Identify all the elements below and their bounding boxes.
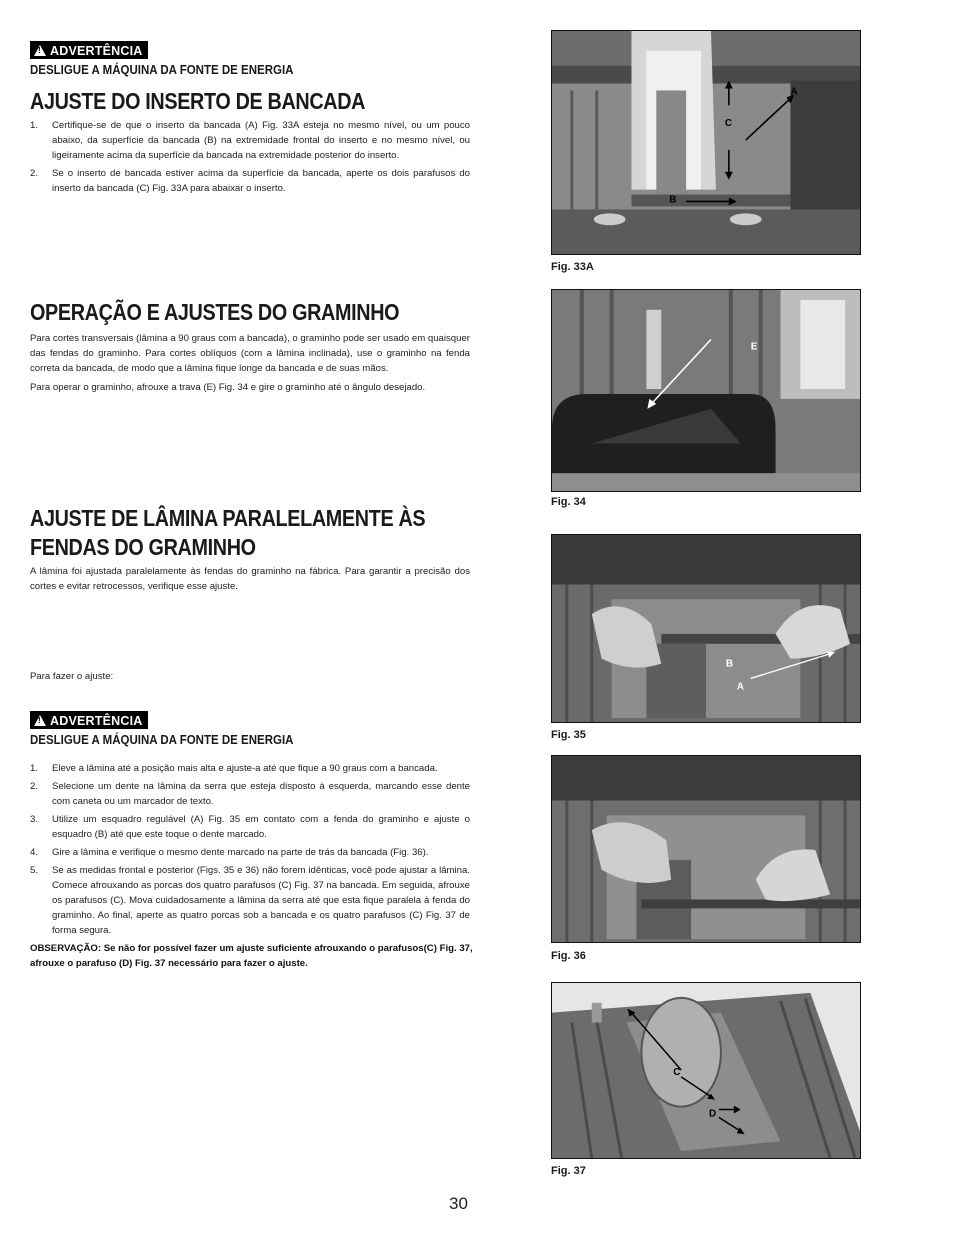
list-item: 2. Se o inserto de bancada estiver acima da superfície da bancada, aperte os dois parafusos do inserto da bancada (C) Fig. 33A para abaixar o inserto. [30,168,470,194]
fig35-label-a: A [736,681,744,693]
warning-icon [34,715,46,726]
figure-36-caption: Fig. 36 [551,950,586,962]
warning-badge-label: ADVERTÊNCIA [50,713,143,728]
figure-35-caption: Fig. 35 [551,729,586,741]
warning-badge [30,711,148,729]
figure-34-caption: Fig. 34 [551,496,586,508]
fig33a-label-b: B [669,194,677,206]
figure-34-photo [551,289,861,492]
section-title-table-insert: AJUSTE DO INSERTO DE BANCADA [30,88,366,114]
section-title-blade-parallel: AJUSTE DE LÂMINA PARALELAMENTE ÀS FENDAS DO GRAMINHO [30,505,426,560]
page-number: 30 [449,1194,468,1213]
table-insert-steps [30,118,470,199]
warning-badge-label: ADVERTÊNCIA [50,43,143,58]
miter-gauge-paragraph-2: Para operar o graminho, afrouxe a trava (E) Fig. 34 e gire o graminho até o ângulo desejado. [30,382,426,393]
fig37-label-c: C [673,1066,681,1078]
figure-33a-photo [551,30,861,255]
warning-icon [34,45,46,56]
figure-33a-caption: Fig. 33A [551,261,594,273]
figure-36-photo [551,755,861,943]
warning-subtitle: DESLIGUE A MÁQUINA DA FONTE DE ENERGIA [30,63,294,77]
blade-parallel-paragraph: A lâmina foi ajustada paralelamente às fendas do graminho na fábrica. Para garantir a precisão dos cortes e evitar retrocessos, verifique esse ajuste. [30,566,470,592]
list-item: 1. Eleve a lâmina até a posição mais alta e ajuste-a até que fique a 90 graus com a bancada. [30,763,438,774]
figure-37-photo [551,982,861,1159]
figure-35-photo [551,534,861,723]
list-item: 1. Certifique-se de que o inserto da bancada (A) Fig. 33A esteja no mesmo nível, ou um pouco abaixo, da superfície da bancada (B) na extremidade frontal do inserto e no mesmo nível, ou ligeiramente acima da superfície da bancada na extremidade posterior do inserto. [30,120,470,161]
warning-badge [30,41,148,59]
list-item: 2. Selecione um dente na lâmina da serra que esteja disposto à esquerda, marcando esse dente com caneta ou um marcador de texto. [30,781,470,807]
blade-parallel-steps [30,761,470,941]
observation-note: OBSERVAÇÃO: Se não for possível fazer um ajuste suficiente afrouxando o parafusos(C) Fig. 37, afrouxe o parafuso (D) Fig. 37 necessário para fazer o ajuste. [30,943,473,969]
fig35-label-b: B [725,658,734,670]
list-item: 4. Gire a lâmina e verifique o mesmo dente marcado na parte de trás da bancada (Fig. 36). [30,847,429,858]
fig33a-label-a: A [790,86,798,98]
list-item: 3. Utilize um esquadro regulável (A) Fig. 35 em contato com a fenda do graminho e ajuste o esquadro (B) até que este toque o dente marcado. [30,814,470,840]
miter-gauge-paragraph-1: Para cortes transversais (lâmina a 90 graus com a bancada), o graminho pode ser usado em quaisquer das fendas do graminho. Para cortes oblíquos (com a lâmina inclinada), use o graminho na fenda correta da bancada, de modo que a lâmina fique longe da bancada e de suas mãos. [30,333,470,374]
fig33a-label-c: C [724,118,733,130]
figure-37-caption: Fig. 37 [551,1165,586,1177]
list-item: 5. Se as medidas frontal e posterior (Figs. 35 e 36) não forem idênticas, você pode ajustar a lâmina. Comece afrouxando as porcas dos quatro parafusos (C) Fig. 37 na bancada. Em seguida, afrouxe os parafusos (C). Mova cuidadosamente a lâmina da serra até que esta fique paralela à fenda do graminho. Ao final, aperte as quatro porcas sob a bancada e os quatro parafusos (C) Fig. 37 de forma segura. [30,865,470,936]
warning-subtitle: DESLIGUE A MÁQUINA DA FONTE DE ENERGIA [30,733,294,747]
fig34-label-e: E [750,341,758,353]
fig37-label-d: D [708,1108,717,1120]
section-title-miter-gauge: OPERAÇÃO E AJUSTES DO GRAMINHO [30,299,400,325]
blade-parallel-intro: Para fazer o ajuste: [30,671,114,682]
